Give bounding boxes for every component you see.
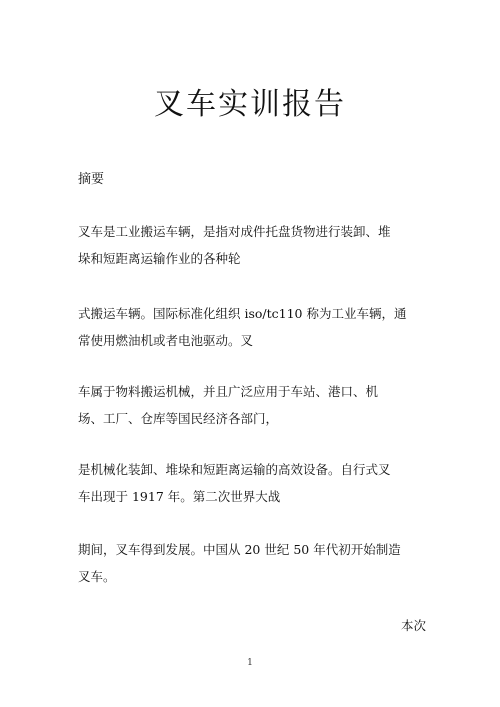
paragraph-4-line-1: 是机械化装卸、堆垛和短距离运输的高效设备。自行式叉	[78, 462, 391, 477]
paragraph-2-line-1: 式搬运车辆。国际标准化组织 iso/tc110 称为工业车辆，通	[78, 306, 407, 321]
trailing-text: 本次	[400, 618, 426, 633]
paragraph-3-line-1: 车属于物料搬运机械，并且广泛应用于车站、港口、机	[78, 384, 379, 399]
paragraph-3-line-2: 场、工厂、仓库等国民经济各部门，	[78, 411, 279, 426]
document-title: 叉车实训报告	[154, 87, 346, 122]
paragraph-1-line-1: 叉车是工业搬运车辆，是指对成件托盘货物进行装卸、堆	[78, 224, 391, 239]
abstract-heading: 摘要	[78, 172, 105, 187]
paragraph-2	[78, 300, 426, 354]
paragraph-5	[78, 536, 426, 590]
paragraph-4-line-2: 车出现于 1917 年。第二次世界大战	[78, 489, 281, 504]
paragraph-1-line-2: 垛和短距离运输作业的各种轮	[78, 251, 241, 266]
paragraph-5-line-2: 叉车。	[78, 569, 116, 584]
paragraph-1	[78, 218, 426, 272]
paragraph-4	[78, 456, 426, 510]
paragraph-2-line-2: 常使用燃油机或者电池驱动。叉	[78, 333, 254, 348]
paragraph-3	[78, 378, 426, 432]
paragraph-5-line-1: 期间，叉车得到发展。中国从 20 世纪 50 年代初开始制造	[78, 542, 401, 557]
page-number: 1	[247, 658, 253, 668]
